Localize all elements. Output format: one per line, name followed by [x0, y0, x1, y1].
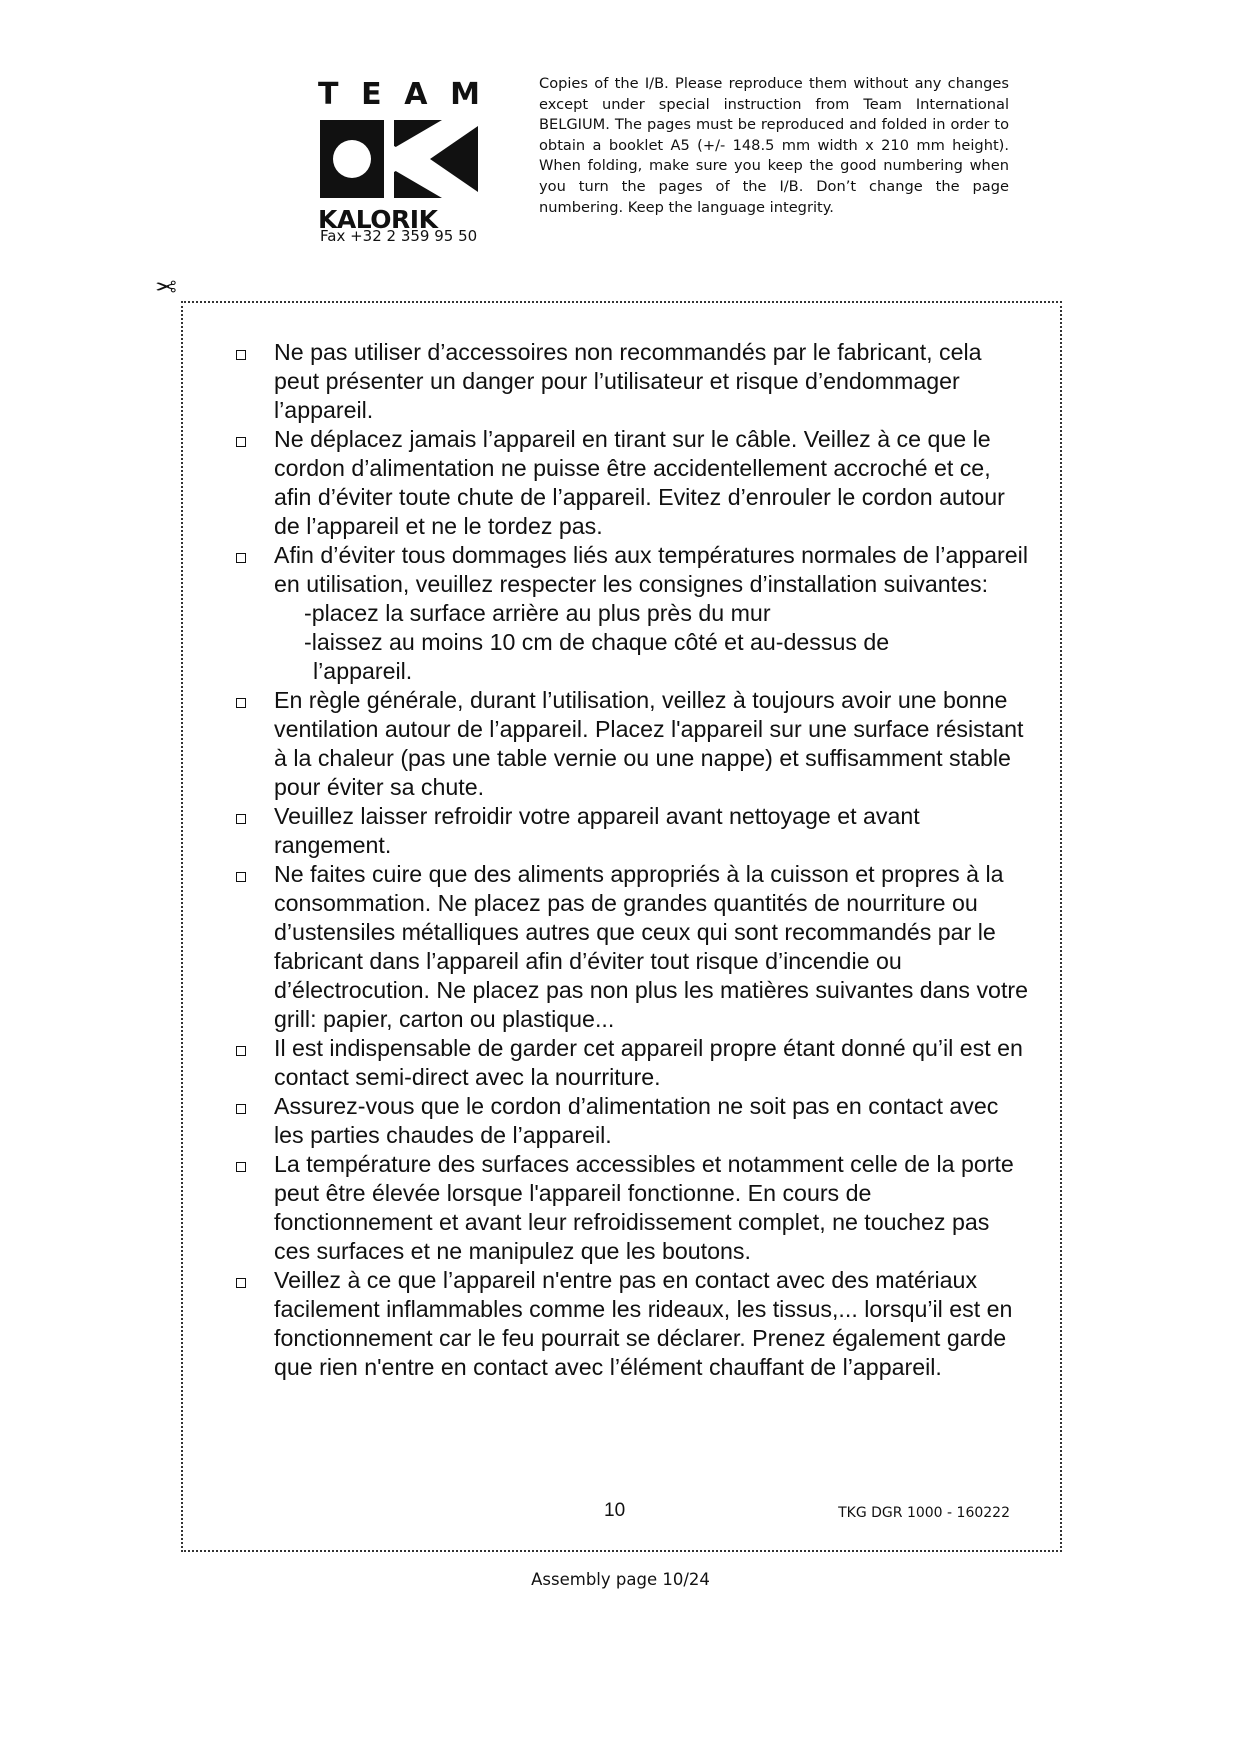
checkbox-bullet-icon [236, 698, 246, 708]
page-number: 10 [604, 1500, 626, 1521]
list-item-text: Veuillez laisser refroidir votre appareil avant nettoyage et avant rangement. [274, 803, 920, 858]
sub-item: -placez la surface arrière au plus près du mur [304, 600, 771, 626]
sub-item: l’appareil. [313, 658, 413, 684]
sub-item: -laissez au moins 10 cm de chaque côté et au-dessus de [304, 629, 890, 655]
list-item [230, 338, 1030, 425]
list-item-text: Assurez-vous que le cordon d’alimentation ne soit pas en contact avec les parties chaudes de l’appareil. [274, 1093, 999, 1148]
list-item [230, 541, 1030, 599]
checkbox-bullet-icon [236, 1046, 246, 1056]
logo-brand-text: KALORIK [318, 205, 438, 234]
list-item-text: Afin d’éviter tous dommages liés aux températures normales de l’appareil en utilisation, veuillez respecter les consignes d’installation suivantes: [274, 542, 1028, 597]
list-item [230, 802, 1030, 860]
kalorik-mark-icon [320, 120, 478, 198]
checkbox-bullet-icon [236, 872, 246, 882]
checkbox-bullet-icon [236, 1104, 246, 1114]
list-item-text: Veillez à ce que l’appareil n'entre pas en contact avec des matériaux facilement inflammables comme les rideaux, les tissus,... lorsqu’il est en fonctionnement car le feu pourrait se déclarer. Prenez également garde que rien n'entre en contact avec l’élément chauffant de l’appareil. [274, 1267, 1013, 1380]
checkbox-bullet-icon [236, 553, 246, 563]
checkbox-bullet-icon [236, 814, 246, 824]
list-item-text: La température des surfaces accessibles et notamment celle de la porte peut être élevée lorsque l'appareil fonctionne. En cours de fonctionnement et avant leur refroidissement complet, ne touchez pas ces surfaces et ne manipulez que les boutons. [274, 1151, 1014, 1264]
checkbox-bullet-icon [236, 437, 246, 447]
fax-number: Fax +32 2 359 95 50 [320, 227, 478, 245]
list-item [230, 1092, 1030, 1150]
list-item [230, 1266, 1030, 1382]
checkbox-bullet-icon [236, 1278, 246, 1288]
checkbox-bullet-icon [236, 350, 246, 360]
reproduction-notice: Copies of the I/B. Please reproduce them without any changes except under special instruction from Team International BELGIUM. The pages must be reproduced and folded in order to obtain a booklet A5 (+/- 148.5 mm width x 210 mm height). When folding, make sure you keep the good numbering when you turn the pages of the I/B. Don’t change the page numbering. Keep the language integrity. [539, 75, 1009, 216]
document-reference: TKG DGR 1000 - 160222 [838, 1505, 1010, 1521]
list-item-text: Il est indispensable de garder cet appareil propre étant donné qu’il est en contact semi-direct avec la nourriture. [274, 1035, 1023, 1090]
checkbox-bullet-icon [236, 1162, 246, 1172]
team-kalorik-logo [318, 77, 480, 234]
scissors-icon: ✂ [155, 270, 177, 300]
list-item-text: Ne faites cuire que des aliments appropriés à la cuisson et propres à la consommation. Ne placez pas de grandes quantités de nourriture ou d’ustensiles métalliques autres que ceux qui sont recommandés par le fabricant dans l’appareil afin d’éviter tout risque d’incendie ou d’électrocution. Ne placez pas non plus les matières suivantes dans votre grill: papier, carton ou plastique... [274, 861, 1029, 1032]
safety-instructions [230, 338, 1030, 1382]
list-item-text: Ne déplacez jamais l’appareil en tirant sur le câble. Veillez à ce que le cordon d’alimentation ne puisse être accidentellement accroché et ce, afin d’éviter toute chute de l’appareil. Evitez d’enrouler le cordon autour de l’appareil et ne le tordez pas. [274, 426, 1005, 539]
list-item-text: En règle générale, durant l’utilisation, veillez à toujours avoir une bonne ventilation autour de l’appareil. Placez l'appareil sur une surface résistant à la chaleur (pas une table vernie ou une nappe) et suffisamment stable pour éviter sa chute. [274, 687, 1024, 800]
list-item [230, 860, 1030, 1034]
list-item [230, 425, 1030, 541]
assembly-page-label: Assembly page 10/24 [531, 1570, 710, 1589]
list-item [230, 1034, 1030, 1092]
list-item [230, 686, 1030, 802]
list-item [230, 1150, 1030, 1266]
logo-team-text: T E A M [318, 77, 480, 112]
list-item-text: Ne pas utiliser d’accessoires non recommandés par le fabricant, cela peut présenter un danger pour l’utilisateur et risque d’endommager l’appareil. [274, 339, 982, 423]
